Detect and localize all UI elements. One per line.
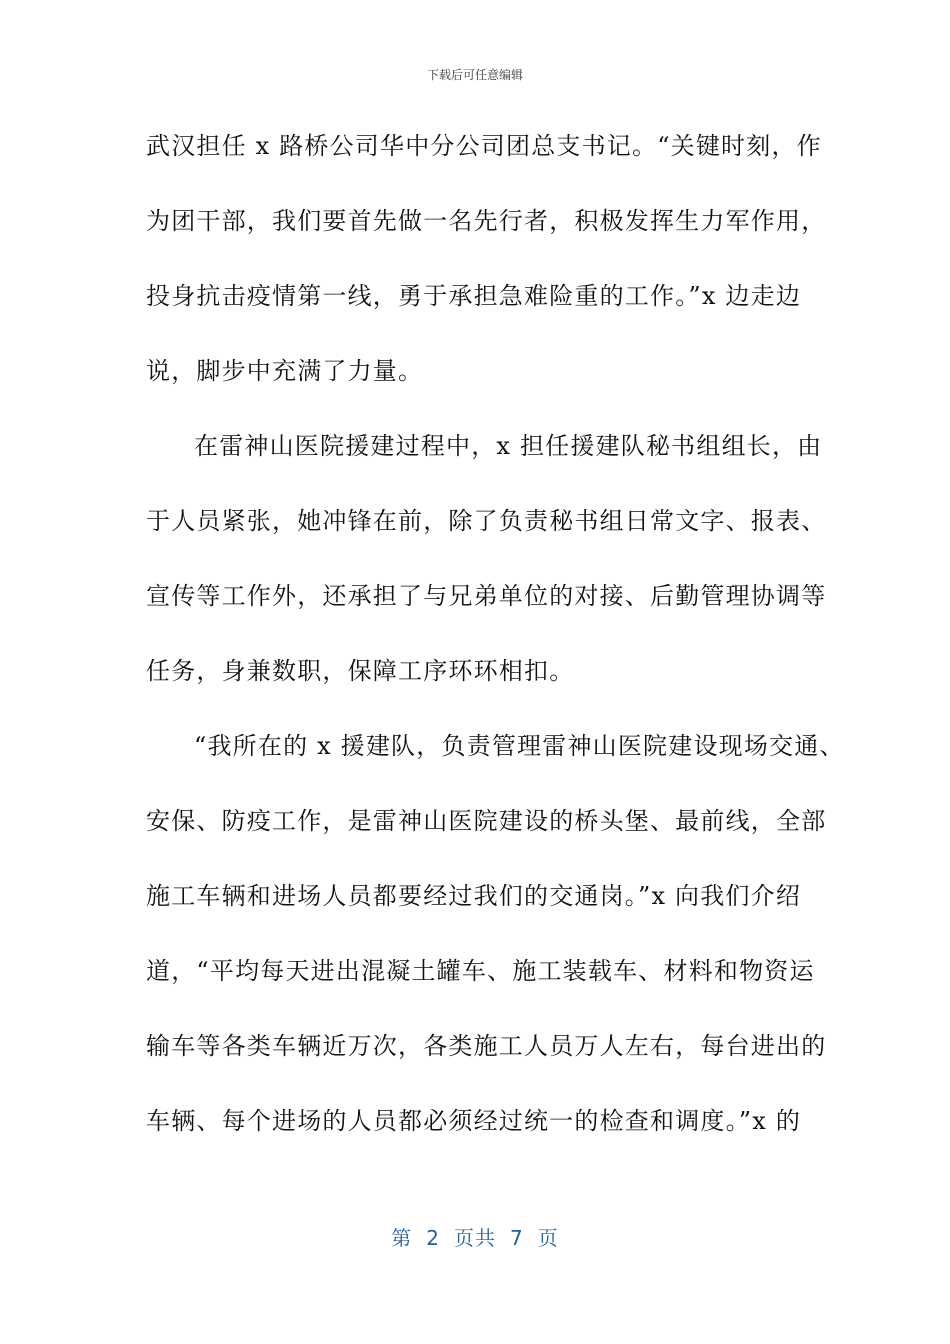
text-line: 武汉担任 x 路桥公司华中分公司团总支书记。“关键时刻，作	[146, 132, 822, 160]
footer-label-ye: 页	[537, 1226, 559, 1250]
text-line: 说，脚步中充满了力量。	[146, 357, 424, 385]
paragraph-first-line: 在雷神山医院援建过程中，x 担任援建队秘书组组长，由	[194, 432, 823, 460]
text-line: 任务，身兼数职，保障工序环环相扣。	[146, 657, 575, 685]
text-line: 为团干部，我们要首先做一名先行者，积极发挥生力军作用，	[146, 207, 827, 235]
page-number-current: 2	[426, 1226, 440, 1250]
text-line: 投身抗击疫情第一线，勇于承担急难险重的工作。”x 边走边	[146, 282, 802, 310]
footer-label-ye-gong: 页共	[454, 1226, 496, 1250]
page-header: 下载后可任意编辑	[426, 68, 523, 82]
paragraph-first-line: “我所在的 x 援建队，负责管理雷神山医院建设现场交通、	[194, 732, 845, 760]
page-footer	[0, 1222, 950, 1251]
text-line: 宣传等工作外，还承担了与兄弟单位的对接、后勤管理协调等	[146, 582, 827, 610]
footer-label-di: 第	[391, 1226, 413, 1250]
page-number-total: 7	[510, 1226, 524, 1250]
text-line: 车辆、每个进场的人员都必须经过统一的检查和调度。”x 的	[146, 1107, 802, 1135]
text-line: 于人员紧张，她冲锋在前，除了负责秘书组日常文字、报表、	[146, 507, 827, 535]
document-body	[146, 125, 845, 1175]
text-line: 输车等各类车辆近万次，各类施工人员万人左右，每台进出的	[146, 1032, 827, 1060]
text-line: 施工车辆和进场人员都要经过我们的交通岗。”x 向我们介绍	[146, 882, 802, 910]
text-line: 安保、防疫工作，是雷神山医院建设的桥头堡、最前线，全部	[146, 807, 827, 835]
text-line: 道，“平均每天进出混凝土罐车、施工装载车、材料和物资运	[146, 957, 815, 985]
